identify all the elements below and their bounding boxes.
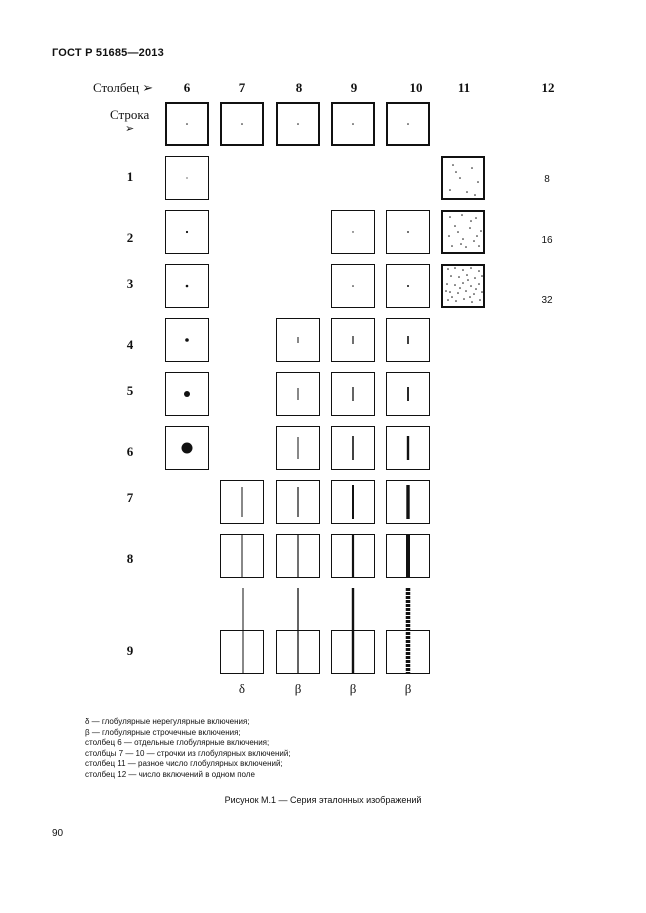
inclusion-type-symbol: δ (238, 681, 246, 696)
page-number: 90 (52, 828, 64, 839)
inclusion-dot (182, 443, 193, 454)
inclusion-dot (352, 123, 354, 125)
inclusion-dot (407, 231, 409, 233)
row-number: 8 (126, 551, 134, 566)
inclusion-dot (407, 285, 409, 287)
column-number: 7 (238, 80, 246, 95)
legend (85, 717, 291, 780)
column-number: 6 (183, 80, 191, 95)
row-number: 7 (126, 490, 134, 505)
inclusion-dot (184, 391, 190, 397)
inclusion-type-symbol: β (404, 681, 412, 696)
inclusion-dot (186, 177, 187, 178)
row-number: 4 (126, 337, 134, 352)
column-number: 9 (350, 80, 358, 95)
legend-line: столбец 12 — число включений в одном поле (85, 769, 255, 779)
legend-line: столбец 6 — отдельные глобулярные включения; (85, 738, 270, 747)
inclusion-type-symbol: β (294, 681, 302, 696)
inclusion-dot (352, 285, 354, 287)
row-number: 1 (126, 169, 134, 184)
row-number: 3 (126, 276, 134, 291)
row-number: 2 (126, 230, 134, 245)
column-number: 12 (541, 80, 555, 95)
inclusion-dot (241, 123, 243, 125)
inclusion-count: 32 (541, 295, 553, 306)
legend-line: β — глобулярные строчечные включения; (85, 727, 241, 737)
row-axis-label-text: Строка (110, 107, 150, 122)
figure-caption: Рисунок М.1 — Серия эталонных изображений (224, 795, 422, 805)
column-number: 11 (457, 80, 471, 95)
row-number: 5 (126, 383, 134, 398)
inclusion-dot (186, 231, 188, 233)
legend-line: столбец 11 — разное число глобулярных включений; (85, 759, 283, 768)
row-axis-label-arrow: ➢ (125, 123, 135, 135)
inclusion-dot (186, 285, 189, 288)
legend-line: δ — глобулярные нерегулярные включения; (85, 717, 250, 726)
inclusion-dot (407, 123, 409, 125)
column-axis-label: Столбец ➢ (93, 80, 154, 95)
row-number: 6 (126, 444, 134, 459)
inclusion-dot (297, 123, 299, 125)
inclusion-dot (186, 123, 188, 125)
inclusion-count: 16 (541, 235, 553, 246)
column-number: 10 (409, 80, 423, 95)
inclusion-count: 8 (544, 174, 550, 185)
standard-header: ГОСТ Р 51685—2013 (52, 47, 164, 59)
inclusion-type-symbol: β (349, 681, 357, 696)
legend-line: столбцы 7 — 10 — строчки из глобулярных включений; (85, 748, 291, 758)
column-number: 8 (295, 80, 303, 95)
row-number: 9 (126, 643, 134, 658)
inclusion-dot (185, 338, 189, 342)
inclusion-dot (352, 231, 353, 232)
